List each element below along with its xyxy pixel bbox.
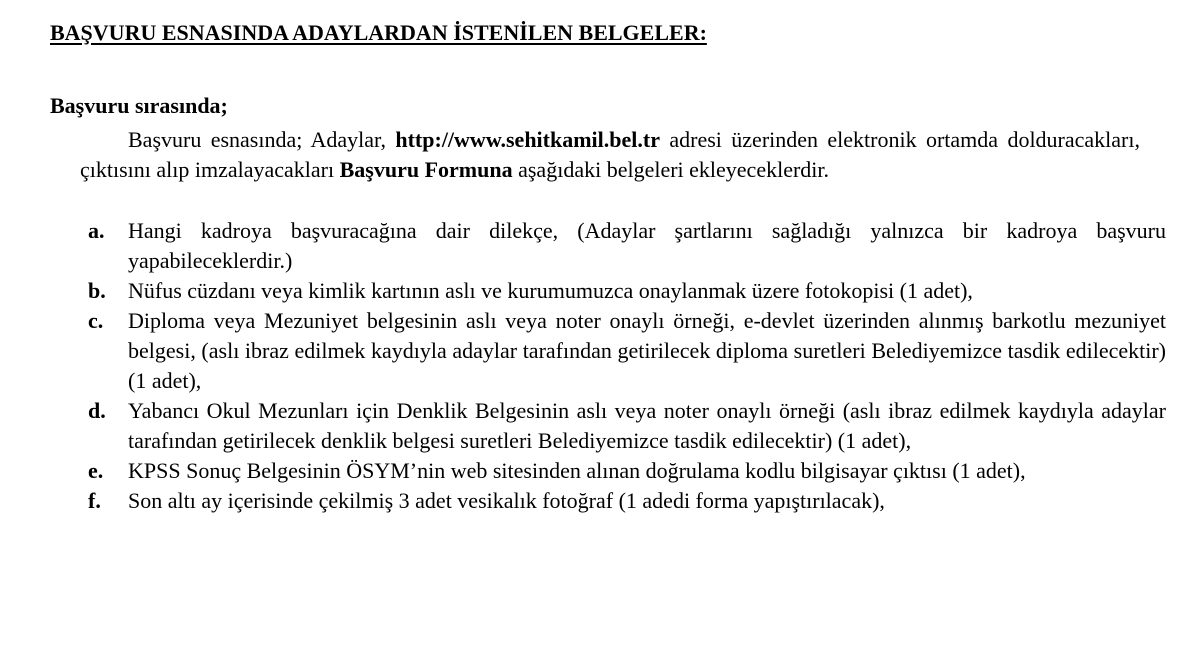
- requirement-letter: e.: [88, 458, 104, 483]
- requirement-item: [80, 396, 1166, 456]
- requirement-letter: c.: [88, 308, 104, 333]
- intro-paragraph: [80, 125, 1140, 185]
- requirement-item: [80, 216, 1166, 276]
- requirement-item: [80, 486, 1166, 516]
- requirement-item: [80, 276, 1166, 306]
- intro-text-middle: adresi üzerinden elektronik ortamda dolduracakları, çıktısını alıp imzalayacakları: [80, 127, 1140, 182]
- website-url: http://www.sehitkamil.bel.tr: [395, 127, 660, 152]
- requirements-list: [80, 216, 1166, 516]
- page-title: BAŞVURU ESNASINDA ADAYLARDAN İSTENİLEN BELGELER:: [50, 20, 707, 45]
- requirement-text: Hangi kadroya başvuracağına dair dilekçe, (Adaylar şartlarını sağladığı yalnızca bir kadroya başvuru yapabileceklerdir.): [128, 218, 1166, 273]
- requirement-letter: b.: [88, 278, 106, 303]
- requirement-text: KPSS Sonuç Belgesinin ÖSYM’nin web sitesinden alınan doğrulama kodlu bilgisayar çıktısı (1 adet),: [128, 458, 1026, 483]
- requirement-item: [80, 306, 1166, 396]
- section-title: Başvuru sırasında;: [50, 93, 228, 118]
- requirement-text: Son altı ay içerisinde çekilmiş 3 adet vesikalık fotoğraf (1 adedi forma yapıştırılacak),: [128, 488, 885, 513]
- requirement-letter: d.: [88, 398, 106, 423]
- requirement-text: Nüfus cüzdanı veya kimlik kartının aslı ve kurumumuzca onaylanmak üzere fotokopisi (1 adet),: [128, 278, 973, 303]
- requirement-item: [80, 456, 1166, 486]
- intro-text-start: Başvuru esnasında; Adaylar,: [128, 127, 396, 152]
- form-name: Başvuru Formuna: [339, 157, 513, 182]
- requirement-text: Yabancı Okul Mezunları için Denklik Belgesinin aslı veya noter onaylı örneği (aslı ibraz edilmek kaydıyla adaylar tarafından getirilecek denklik belgesi suretleri Belediyemizce tasdik edilecektir) (1 adet),: [128, 398, 1166, 453]
- requirement-letter: a.: [88, 218, 105, 243]
- requirement-text: Diploma veya Mezuniyet belgesinin aslı veya noter onaylı örneği, e-devlet üzerinden alınmış barkotlu mezuniyet belgesi, (aslı ibraz edilmek kaydıyla adaylar tarafından getirilecek diploma suretleri Belediyemizce tasdik edilecektir) (1 adet),: [128, 308, 1166, 393]
- requirement-letter: f.: [88, 488, 101, 513]
- intro-text-end: aşağıdaki belgeleri ekleyeceklerdir.: [512, 157, 830, 182]
